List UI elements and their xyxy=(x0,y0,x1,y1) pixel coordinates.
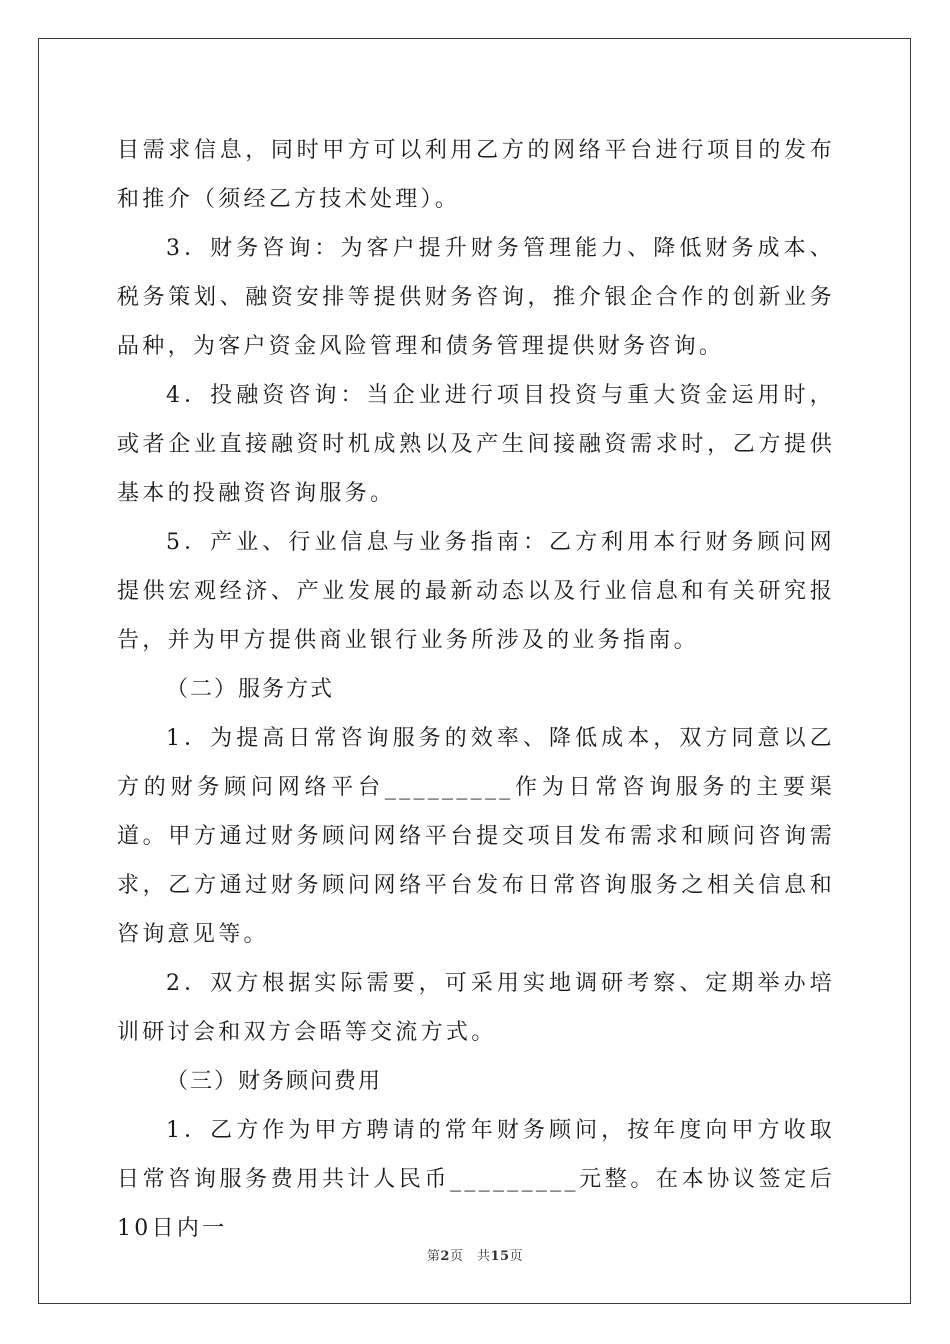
total-page-count: 15 xyxy=(490,1249,510,1264)
current-page-number: 2 xyxy=(440,1249,450,1264)
page-number-middle: 页 共 xyxy=(449,1249,491,1264)
page-number-suffix: 页 xyxy=(509,1249,524,1264)
page-footer xyxy=(0,1245,950,1264)
paragraph-continuation: 目需求信息，同时甲方可以利用乙方的网络平台进行项目的发布和推介（须经乙方技术处理）。 xyxy=(117,138,835,212)
paragraph-annual-fee: 1．乙方作为甲方聘请的常年财务顾问，按年度向甲方收取日常咨询服务费用共计人民币_________元整。在本协议签定后10日内一 xyxy=(117,1118,835,1241)
paragraph-investment-consulting: 4．投融资咨询：当企业进行项目投资与重大资金运用时，或者企业直接融资时机成熟以及产生间接融资需求时，乙方提供基本的投融资咨询服务。 xyxy=(117,383,835,506)
paragraph-industry-info: 5．产业、行业信息与业务指南：乙方利用本行财务顾问网提供宏观经济、产业发展的最新动态以及行业信息和有关研究报告，并为甲方提供商业银行业务所涉及的业务指南。 xyxy=(117,530,835,653)
paragraph-service-channel: 1．为提高日常咨询服务的效率、降低成本，双方同意以乙方的财务顾问网络平台_________作为日常咨询服务的主要渠道。甲方通过财务顾问网络平台提交项目发布需求和顾问咨询需求，乙方通过财务顾问网络平台发布日常咨询服务之相关信息和咨询意见等。 xyxy=(117,726,835,947)
paragraph-exchange-methods: 2．双方根据实际需要，可采用实地调研考察、定期举办培训研讨会和双方会晤等交流方式。 xyxy=(117,971,835,1045)
section-heading-service-method: （二）服务方式 xyxy=(166,677,335,702)
paragraph-financial-consulting: 3．财务咨询：为客户提升财务管理能力、降低财务成本、税务策划、融资安排等提供财务咨询，推介银企合作的创新业务品种，为客户资金风险管理和债务管理提供财务咨询。 xyxy=(117,236,835,359)
document-body xyxy=(117,126,835,1253)
page-number-prefix: 第 xyxy=(426,1249,441,1264)
section-heading-advisory-fees: （三）财务顾问费用 xyxy=(166,1069,383,1094)
